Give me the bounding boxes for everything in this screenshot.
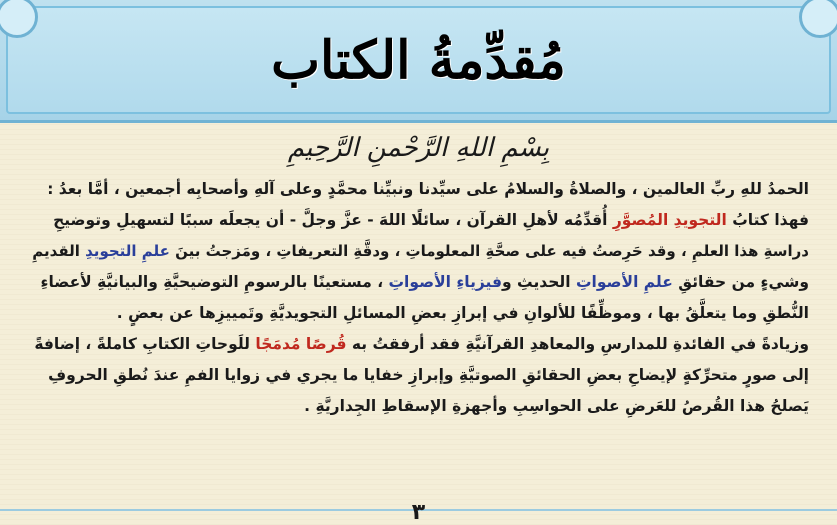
text-segment: فهذا كتابُ: [726, 211, 809, 229]
text-line: [28, 267, 809, 298]
page-number: ٣: [411, 500, 426, 525]
text-segment: للَوحاتِ الكتابِ كاملةً ، إضافةً: [34, 335, 256, 353]
text-line: [28, 391, 809, 422]
text-segment: الحديثِ و: [502, 273, 576, 291]
highlight-blue: علمِ التجويدِ: [85, 242, 170, 260]
text-segment: الحمدُ للهِ ربِّ العالمين ، والصلاةُ والسلامُ على سيِّدنا ونبيِّنا محمَّدٍ وعلى آلهِ وأصحابِه أجمعين ، أمَّا بعدُ :: [47, 180, 809, 198]
text-line: [28, 236, 809, 267]
page-title: مُقدِّمةُ الكتاب: [271, 30, 566, 91]
text-line: [28, 298, 809, 329]
highlight-red: قُرصًا مُدمَجًا: [255, 335, 347, 353]
text-segment: أُقدِّمُه لأهلِ القرآن ، سائلًا اللهَ - عزَّ وجلَّ - أن يجعلَه سببًا لتسهيلِ وتوضيحِ: [53, 211, 613, 229]
text-line: [28, 329, 809, 360]
text-line: [28, 174, 809, 205]
text-line: [28, 360, 809, 391]
text-segment: القديمِ: [32, 242, 86, 260]
introduction-text: [28, 174, 809, 422]
title-banner-frame: [6, 6, 831, 114]
text-segment: إلى صورٍ متحرِّكةٍ لإيضاحِ بعضِ الحقائقِ الصوتيَّةِ وإبرازِ خفايا ما يجري في زوايا الفمِ عندَ نُطقِ الحروفِ: [48, 366, 809, 384]
text-segment: ، مستعينًا بالرسومِ التوضيحيَّةِ والبيانيَّةِ لأعضاءِ: [40, 273, 389, 291]
text-segment: يَصلحُ هذا القُرصُ للعَرضِ على الحواسِبِ وأجهزةِ الإسقاطِ الجِداريَّةِ .: [304, 397, 809, 415]
text-segment: وزيادةً في الفائدةِ للمدارسِ والمعاهدِ القرآنيَّةِ فقد أرفقتُ به: [346, 335, 809, 353]
text-segment: وشيءٍ من حقائقِ: [672, 273, 809, 291]
text-line: [28, 205, 809, 236]
text-segment: النُّطقِ وما يتعلَّقُ بها ، وموظِّفًا للألوانِ في إبرازِ بعضِ المسائلِ التجويديَّةِ وتَمييزِها عن بعضٍ .: [116, 304, 809, 322]
title-banner: [0, 0, 837, 123]
basmala-heading: بِسْمِ اللهِ الرَّحْمنِ الرَّحِيمِ: [287, 133, 550, 163]
highlight-red: التجويدِ المُصوَّرِ: [612, 211, 727, 229]
highlight-blue: علمِ الأصواتِ: [575, 273, 673, 291]
highlight-blue: فيزياءِ الأصواتِ: [388, 273, 503, 291]
text-segment: دراسةِ هذا العلمِ ، وقد حَرِصتُ فيه على صحَّةِ المعلوماتِ ، ودقَّةِ التعريفاتِ ، ومَزجتُ بينَ: [169, 242, 809, 260]
